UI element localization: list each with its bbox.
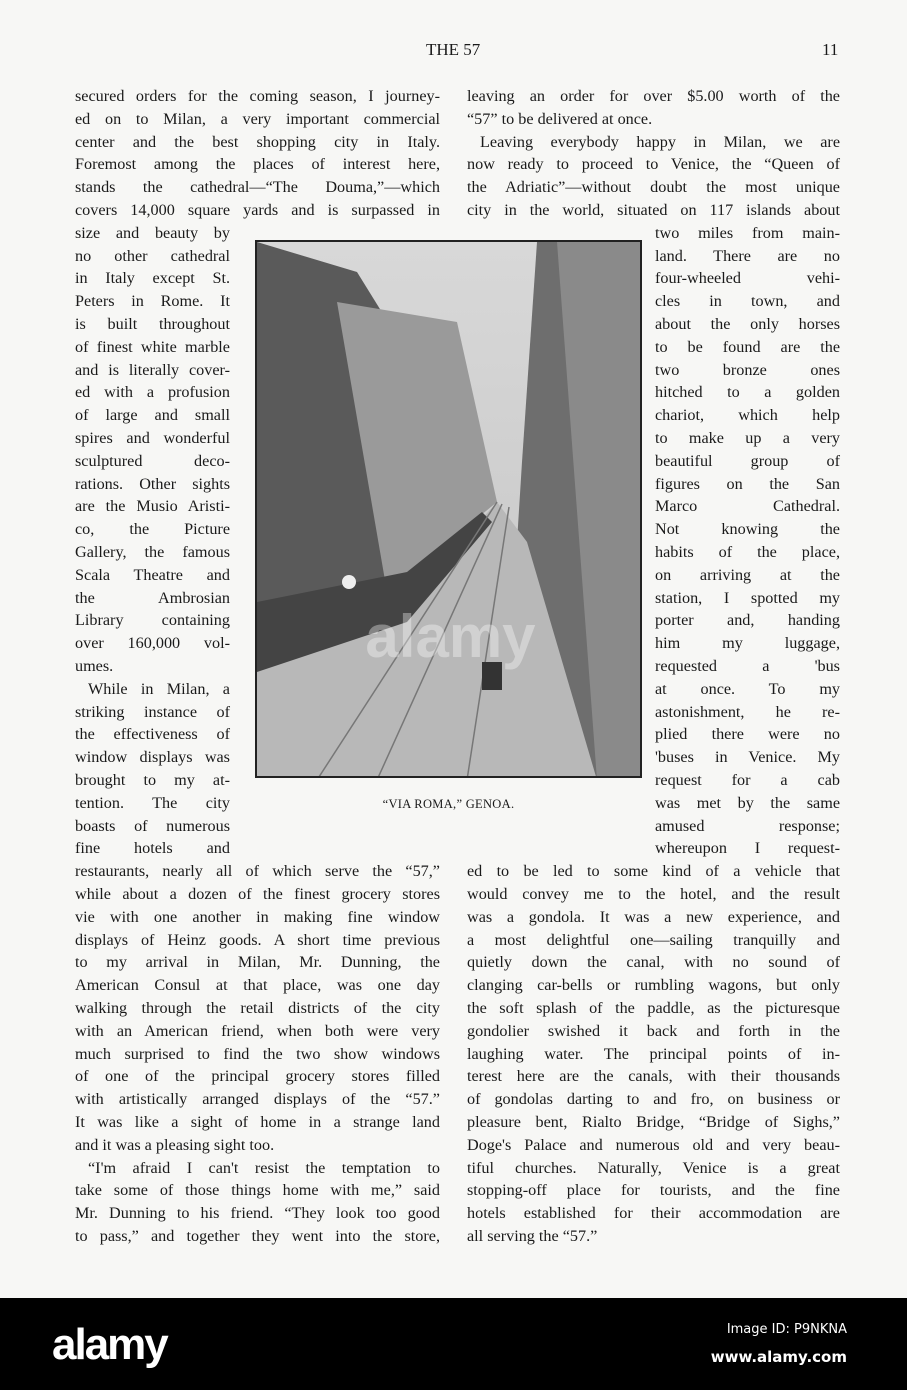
left-column-line: of finest white marble — [75, 337, 230, 356]
image-id: Image ID: P9NKNA — [726, 1322, 847, 1337]
right-column-line: station, I spotted my — [655, 588, 840, 607]
left-column-line: to pass,” and together they went into the store, — [75, 1227, 440, 1245]
right-column-line: whereupon I request- — [655, 839, 840, 858]
left-column-line: size and beauty by — [75, 223, 230, 242]
watermark: alamy — [365, 603, 536, 670]
right-column-line: pleasure bent, Rialto Bridge, “Bridge of Sighs,” — [467, 1113, 840, 1131]
right-column-line: hitched to a golden — [655, 383, 840, 402]
left-column-line: with artistically arranged displays of the “57.” — [75, 1090, 440, 1109]
left-column-line: restaurants, nearly all of which serve the “57,” — [75, 862, 440, 881]
left-column-line: spires and wonderful — [75, 429, 230, 447]
left-column-line: sculptured deco- — [75, 451, 230, 470]
right-column-line: request for a cab — [655, 771, 840, 789]
right-column-line: city in the world, situated on 117 islands about — [467, 201, 840, 219]
right-column-line: four-wheeled vehi- — [655, 269, 840, 288]
right-column-line: ed to be led to some kind of a vehicle that — [467, 862, 840, 881]
right-column-line: two miles from main- — [655, 223, 840, 242]
left-column-line: of one of the principal grocery stores filled — [75, 1067, 440, 1086]
left-column-line: It was like a sight of home in a strange land — [75, 1113, 440, 1131]
street-photograph — [255, 240, 642, 778]
alamy-logo: alamy — [52, 1320, 167, 1369]
right-column-line: was a gondola. It was a new experience, and — [467, 907, 840, 926]
street-scene-image — [257, 242, 642, 778]
left-column-line: ed on to Milan, a very important commercial — [75, 109, 440, 128]
left-column-line: Library containing — [75, 611, 230, 630]
left-column-line: secured orders for the coming season, I journey- — [75, 87, 440, 105]
right-column-line: porter and, handing — [655, 611, 840, 630]
left-column-line: over 160,000 vol- — [75, 634, 230, 653]
right-column-line: to be found are the — [655, 337, 840, 356]
right-column-line: Not knowing the — [655, 520, 840, 539]
left-column-line: while about a dozen of the finest grocery stores — [75, 885, 440, 903]
left-column-line: and is literally cover- — [75, 360, 230, 379]
right-column-line: “57” to be delivered at once. — [467, 109, 653, 128]
right-column-line: tiful churches. Naturally, Venice is a great — [467, 1158, 840, 1177]
right-column-line: Marco Cathedral. — [655, 497, 840, 516]
left-column-line: Gallery, the famous — [75, 543, 230, 561]
right-column-line: beautiful group of — [655, 451, 840, 470]
website-link: www.alamy.com — [710, 1348, 847, 1366]
right-column-line: astonishment, he re- — [655, 702, 840, 721]
right-column-line: now ready to proceed to Venice, the “Queen of — [467, 155, 840, 174]
right-column-line: 'buses in Venice. My — [655, 748, 840, 767]
right-column-line: a most delightful one—sailing tranquilly and — [467, 930, 840, 949]
left-column-line: much surprised to find the two show windows — [75, 1044, 440, 1063]
left-column-line: are the Musio Aristi- — [75, 497, 230, 516]
right-column-line: terest here are the canals, with their thousands — [467, 1067, 840, 1086]
left-column-line: vie with one another in making fine window — [75, 907, 440, 926]
left-column-line: no other cathedral — [75, 246, 230, 265]
right-column-line: at once. To my — [655, 679, 840, 698]
left-column-line: Mr. Dunning to his friend. “They look too good — [75, 1204, 440, 1223]
left-column-line: center and the best shopping city in Italy. — [75, 132, 440, 151]
left-column-line: displays of Heinz goods. A short time previous — [75, 930, 440, 949]
left-column-line: While in Milan, a — [88, 679, 230, 698]
right-column-line: cles in town, and — [655, 292, 840, 311]
right-column-line: gondolier swished it back and forth in the — [467, 1021, 840, 1040]
photo-caption: “VIA ROMA,” GENOA. — [382, 797, 515, 811]
left-column-line: covers 14,000 square yards and is surpassed in — [75, 201, 440, 219]
left-column-line: Peters in Rome. It — [75, 292, 230, 311]
right-column-line: on arriving at the — [655, 565, 840, 584]
right-column-line: all serving the “57.” — [467, 1227, 598, 1245]
left-column-line: Scala Theatre and — [75, 565, 230, 584]
right-column-line: two bronze ones — [655, 360, 840, 379]
right-column-line: laughing water. The principal points of in- — [467, 1044, 840, 1063]
right-column-line: the soft splash of the paddle, as the picturesque — [467, 999, 840, 1017]
left-column-line: stands the cathedral—“The Douma,”—which — [75, 178, 440, 197]
left-column-line: brought to my at- — [75, 771, 230, 789]
right-column-line: clanging car-bells or rumbling wagons, but only — [467, 976, 840, 995]
left-column-line: Foremost among the places of interest here, — [75, 155, 440, 174]
left-column-line: to my arrival in Milan, Mr. Dunning, the — [75, 953, 440, 972]
left-column-line: rations. Other sights — [75, 474, 230, 493]
left-column-line: the Ambrosian — [75, 588, 230, 607]
right-column-line: habits of the place, — [655, 543, 840, 561]
right-column-line: quietly down the canal, with no sound of — [467, 953, 840, 972]
running-header-title: THE 57 — [426, 40, 481, 59]
left-column-line: “I'm afraid I can't resist the temptation to — [88, 1158, 440, 1177]
left-column-line: tention. The city — [75, 793, 230, 812]
right-column-line: of gondolas darting to and fro, on business or — [467, 1090, 840, 1109]
left-column-line: boasts of numerous — [75, 816, 230, 835]
right-column-line: figures on the San — [655, 474, 840, 493]
left-column-line: with an American friend, when both were very — [75, 1021, 440, 1040]
page-number: 11 — [822, 40, 839, 59]
right-column-line: plied there were no — [655, 725, 840, 744]
right-column-line: about the only horses — [655, 315, 840, 333]
left-column-line: window displays was — [75, 748, 230, 767]
right-column-line: the Adriatic”—without doubt the most unique — [467, 178, 840, 197]
right-column-line: him my luggage, — [655, 634, 840, 653]
left-column-line: American Consul at that place, was one day — [75, 976, 440, 995]
left-column-line: striking instance of — [75, 702, 230, 721]
right-column-line: stopping-off place for tourists, and the fine — [467, 1181, 840, 1200]
right-column-line: would convey me to the hotel, and the result — [467, 885, 840, 903]
left-column-line: umes. — [75, 657, 114, 675]
right-column-line: leaving an order for over $5.00 worth of the — [467, 87, 840, 105]
right-column-line: land. There are no — [655, 246, 840, 265]
right-column-line: Doge's Palace and numerous old and very beau- — [467, 1135, 840, 1154]
right-column-line: to make up a very — [655, 429, 840, 447]
right-column-line: Leaving everybody happy in Milan, we are — [480, 132, 840, 151]
left-column-line: ed with a profusion — [75, 383, 230, 402]
right-column-line: was met by the same — [655, 793, 840, 812]
left-column-line: fine hotels and — [75, 839, 230, 858]
left-column-line: of large and small — [75, 406, 230, 425]
right-column-line: chariot, which help — [655, 406, 840, 425]
stock-footer-bar — [0, 1298, 907, 1390]
right-column-line: hotels established for their accommodation are — [467, 1204, 840, 1223]
left-column-line: co, the Picture — [75, 520, 230, 539]
right-column-line: amused response; — [655, 816, 840, 835]
left-column-line: walking through the retail districts of the city — [75, 999, 440, 1017]
left-column-line: in Italy except St. — [75, 269, 230, 288]
left-column-line: and it was a pleasing sight too. — [75, 1135, 275, 1154]
left-column-line: take some of those things home with me,” said — [75, 1181, 440, 1200]
right-column-line: requested a 'bus — [655, 657, 840, 675]
left-column-line: the effectiveness of — [75, 725, 230, 744]
left-column-line: is built throughout — [75, 315, 230, 333]
